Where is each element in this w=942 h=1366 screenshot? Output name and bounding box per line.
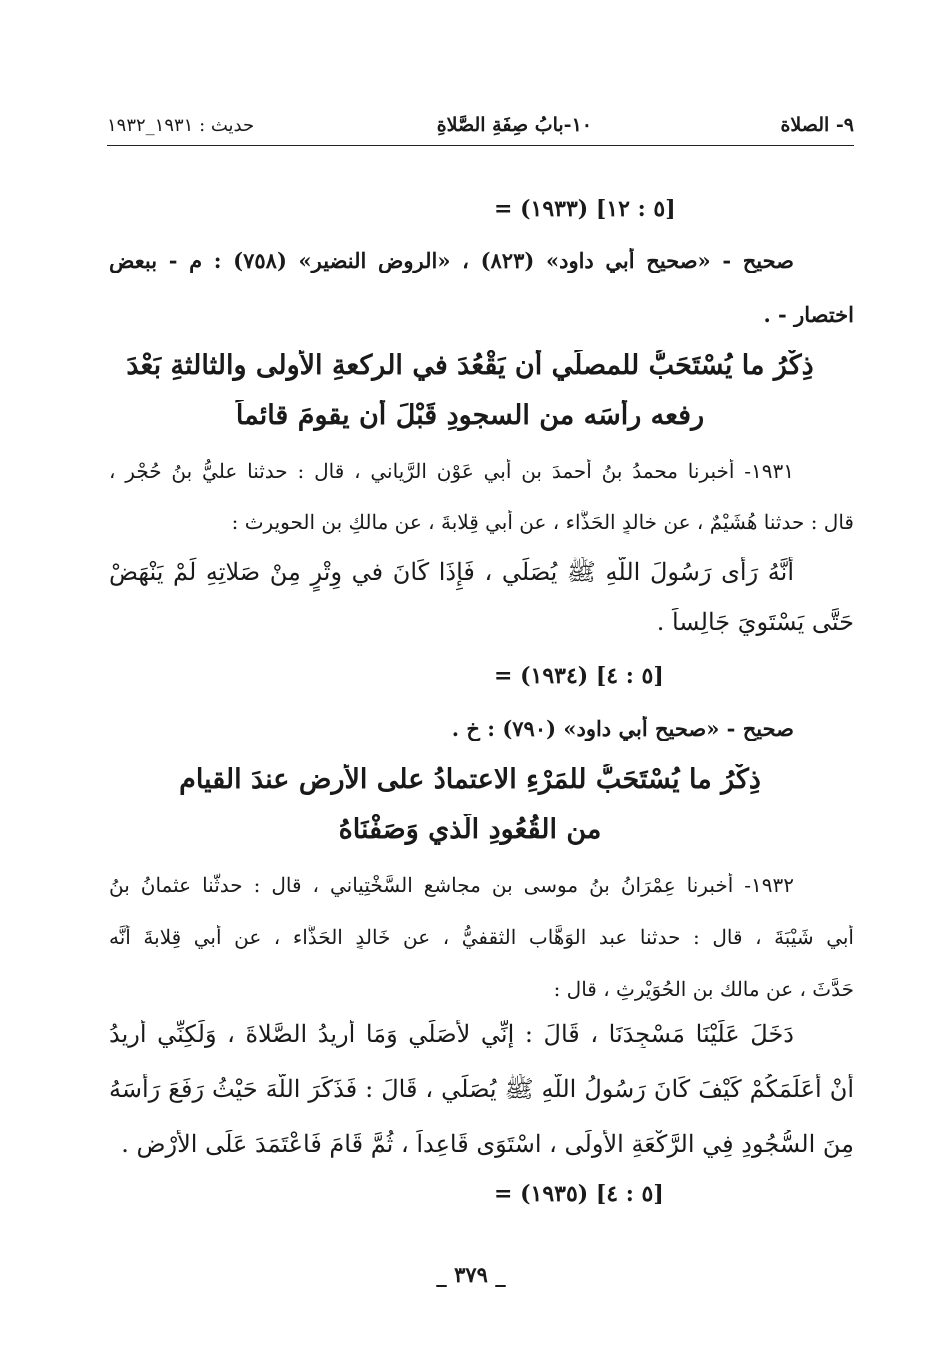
isnad-line: أبي شَيْبَةَ ، قال : حدثنا عبد الوَهَّاب الثقفيُّ ، عن خَالدٍ الحَذَّاء ، عن أبي قِلابةَ أنَّه: [109, 925, 854, 949]
section-title: ذِكْرُ ما يُسْتَحَبُّ للمَرْءِ الاعتمادُ على الأرضِ عندَ القيامِ: [179, 764, 761, 795]
cross-reference: = (١٩٣٥) [٥ : ٤]: [494, 1181, 664, 1207]
isnad-line: ١٩٣٢- أخبرنا عِمْرَانُ بنُ موسى بن مجاشع السَّخْتِياني ، قال : حدثَّنا عثمانُ بنُ: [109, 873, 794, 897]
cross-reference: = (١٩٣٤) [٥ : ٤]: [494, 663, 664, 689]
isnad-line: ١٩٣١- أخبرنا محمدُ بنُ أحمدَ بنِ أبي عَوْنٍ الرَّياني ، قال : حدثنا عليُّ بنُ حُجْرٍ ،: [109, 459, 794, 483]
header-chapter: ٩- الصلاة: [780, 114, 854, 136]
hadith-text: حَتَّى يَسْتَوِيَ جَالِساً .: [656, 608, 854, 636]
section-title-cont: من القُعُودِ الَّذي وَصَفْنَاهُ: [338, 814, 602, 845]
hadith-text: أنَّهُ رَأَى رَسُولَ اللَّهِ ﷺ يُصَلِّي ، فَإِذَا كَانَ في وِتْرٍ مِنْ صَلاتِهِ لَمْ يَنْهَضْ: [109, 558, 794, 586]
hadith-text: مِنَ السُّجُودِ فِي الرَّكْعَةِ الأُولَى ، اسْتَوَى قَاعِداً ، ثُمَّ قَامَ فَاعْتَمَدَ عَلَى الأَرْضِ .: [121, 1130, 854, 1158]
grade-note-cont: اختصار - .: [763, 302, 854, 327]
section-title: ذِكْرُ ما يُسْتَحَبُّ للمصلِّي أن يَقْعُدَ في الركعةِ الأولى والثالثةِ بَعْدَ: [126, 350, 814, 381]
header-section: ١٠-بابُ صِفَةِ الصَّلاةِ: [436, 114, 592, 136]
header-rule: [107, 145, 854, 146]
hadith-text: دَخَلَ عَلَيْنَا مَسْجِدَنَا ، قَالَ : إِنِّي لأُصَلِّي وَمَا أُرِيدُ الصَّلاةَ ، وَلَكِنِّي أُرِيدُ: [109, 1020, 794, 1048]
grade-note: صحيح - «صحيح أبي داود» (٨٢٣) ، «الروض النضير» (٧٥٨) : م - ببعض: [109, 248, 794, 273]
isnad-line: حَدَّثَ ، عن مالك بن الحُوَيْرِثِ ، قال :: [553, 977, 854, 1001]
cross-reference: = (١٩٣٣) [٥ : ١٢]: [494, 196, 676, 222]
header-hadith-range: حديث : ١٩٣١_١٩٣٢: [107, 115, 255, 136]
page-number: _ ٣٧٩ _: [436, 1262, 506, 1287]
section-title-cont: رفعه رأسَه من السجودِ قَبْلَ أن يقومَ قائماً: [235, 400, 705, 431]
hadith-text: أَنْ أُعَلِّمَكُمْ كَيْفَ كَانَ رَسُولُ اللَّهِ ﷺ يُصَلِّي ، قَالَ : فَذَكَرَ اللَّهَ حَيْثُ رَفَعَ رَأْسَهُ: [109, 1075, 854, 1103]
isnad-line: قال : حدثنا هُشَيْمٌ ، عن خالدٍ الحَذَّاء ، عن أبي قِلابةَ ، عن مالكِ بنِ الحويرث :: [231, 510, 854, 534]
grade-note: صحيح - «صحيح أبي داود» (٧٩٠) : خ .: [451, 716, 794, 741]
